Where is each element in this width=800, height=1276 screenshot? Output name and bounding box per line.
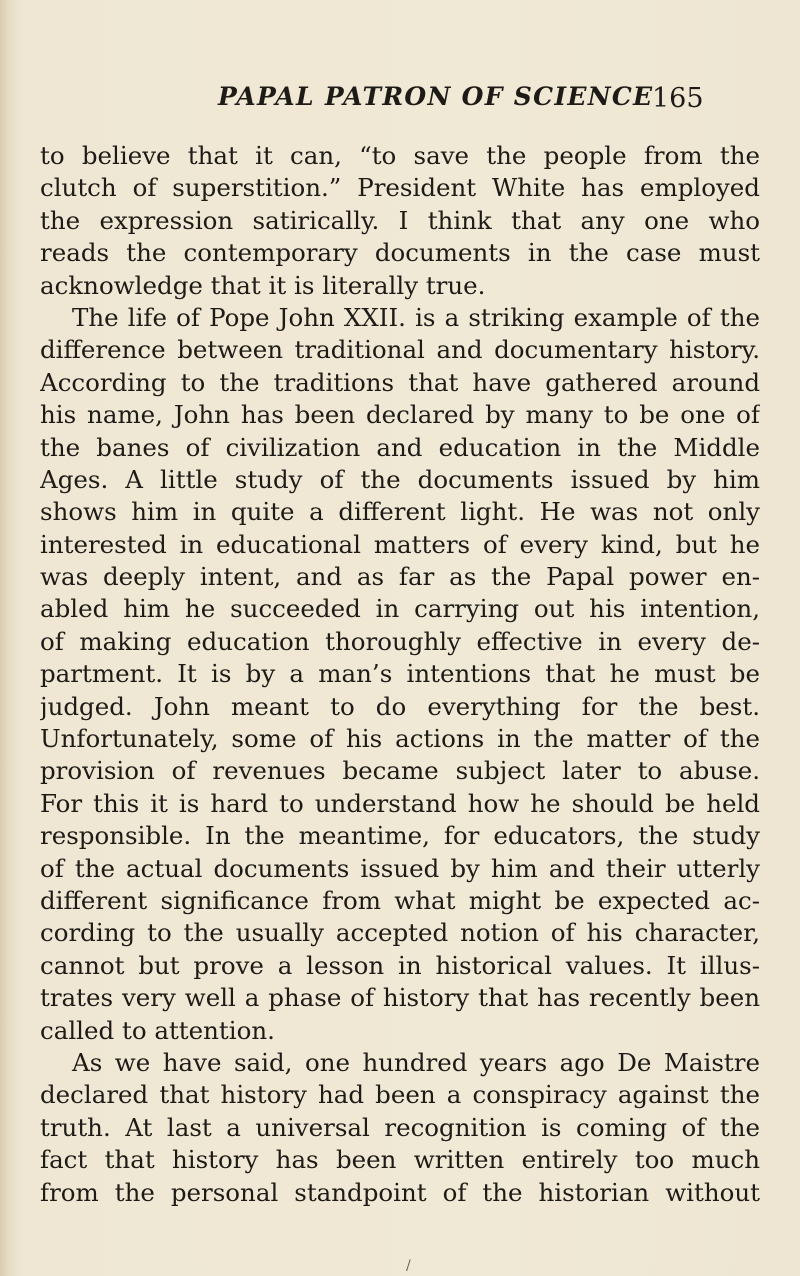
text-line: truth. At last a universal recognition is coming of the xyxy=(40,1112,760,1142)
page-header xyxy=(0,80,800,120)
text-line: difference between traditional and documentary history. xyxy=(40,335,760,365)
text-line: trates very well a phase of history that has recently been xyxy=(40,983,760,1013)
text-line: the expression satirically. I think that any one who xyxy=(40,205,760,235)
text-line: For this it is hard to understand how he should be held xyxy=(40,788,760,818)
text-line: the banes of civilization and education in the Middle xyxy=(40,432,760,462)
text-line: reads the contemporary documents in the case must xyxy=(40,238,760,268)
text-line: interested in educational matters of every kind, but he xyxy=(40,529,760,559)
text-line: abled him he succeeded in carrying out his intention, xyxy=(40,594,760,624)
text-line: different significance from what might be expected ac- xyxy=(40,885,760,915)
text-line: responsible. In the meantime, for educators, the study xyxy=(40,821,760,851)
text-line: The life of Pope John XXII. is a striking example of the xyxy=(72,302,760,332)
text-line: cannot but prove a lesson in historical values. It illus- xyxy=(40,950,760,980)
text-line: fact that history has been written entirely too much xyxy=(40,1145,760,1175)
text-line: called to attention. xyxy=(40,1015,275,1045)
text-line: shows him in quite a different light. He was not only xyxy=(40,497,760,527)
text-line: According to the traditions that have gathered around xyxy=(40,367,760,397)
text-line: As we have said, one hundred years ago De Maistre xyxy=(72,1047,760,1077)
text-line: his name, John has been declared by many to be one of xyxy=(40,400,760,430)
text-line: declared that history had been a conspiracy against the xyxy=(40,1080,760,1110)
text-line: of making education thoroughly effective in every de- xyxy=(40,626,760,656)
text-line: acknowledge that it is literally true. xyxy=(40,270,486,300)
page-number: 165 xyxy=(652,83,704,114)
text-line: clutch of superstition.” President White has employed xyxy=(40,173,760,203)
text-line: Ages. A little study of the documents issued by him xyxy=(40,464,760,494)
margin-mark: / xyxy=(406,1258,411,1274)
text-line: cording to the usually accepted notion of his character, xyxy=(40,918,760,948)
body-text xyxy=(40,140,760,1209)
text-line: was deeply intent, and as far as the Papal power en- xyxy=(40,562,760,592)
running-title: PAPAL PATRON OF SCIENCE xyxy=(218,82,654,111)
text-line: to believe that it can, “to save the people from the xyxy=(40,141,760,170)
text-line: from the personal standpoint of the historian without xyxy=(40,1177,760,1207)
text-line: Unfortunately, some of his actions in the matter of the xyxy=(40,724,760,754)
text-line: of the actual documents issued by him and their utterly xyxy=(40,853,760,883)
text-line: provision of revenues became subject later to abuse. xyxy=(40,756,760,786)
text-line: partment. It is by a man’s intentions that he must be xyxy=(40,659,760,689)
text-line: judged. John meant to do everything for the best. xyxy=(40,691,760,721)
